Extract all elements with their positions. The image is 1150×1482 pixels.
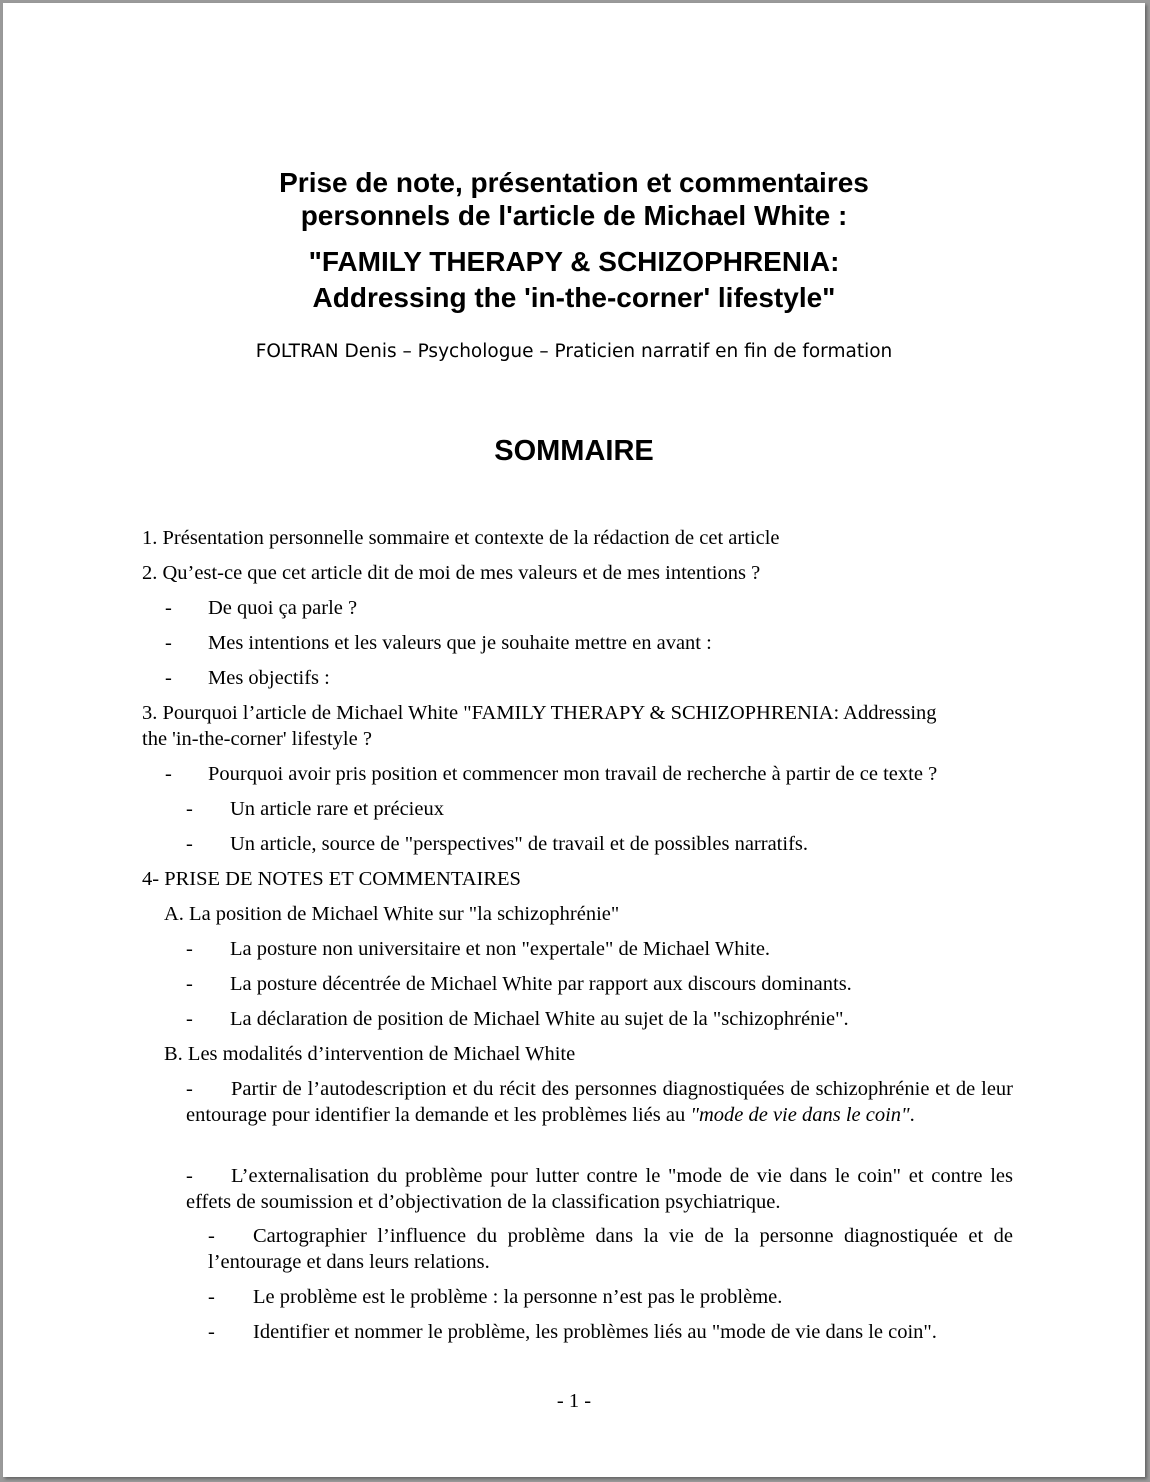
author-line: FOLTRAN Denis – Psychologue – Praticien narratif en fin de formation bbox=[255, 341, 893, 362]
toc-subitem-dash: - bbox=[186, 833, 193, 855]
toc-subitem: Un article, source de "perspectives" de travail et de possibles narratifs. bbox=[230, 833, 808, 855]
toc-paragraph-dash: - bbox=[186, 1165, 193, 1187]
toc-paragraph-item bbox=[186, 1076, 1013, 1128]
toc-subitem: La posture décentrée de Michael White par rapport aux discours dominants. bbox=[230, 973, 852, 995]
toc-item: Mes objectifs : bbox=[208, 667, 330, 689]
title-line-1: Prise de note, présentation et commentaires bbox=[279, 167, 869, 198]
toc-paragraph-text: L’externalisation du problème pour lutter contre le "mode de vie dans le coin" et contre les effets de soumission et d’objectivation de la classification psychiatrique. bbox=[186, 1165, 1013, 1213]
sommaire-heading: SOMMAIRE bbox=[494, 435, 654, 467]
toc-paragraph-subitem bbox=[208, 1223, 1013, 1275]
toc-subitem-dash: - bbox=[186, 798, 193, 820]
toc-paragraph-end: . bbox=[909, 1104, 915, 1126]
toc-subitem-dash: - bbox=[186, 973, 193, 995]
toc-section-4B: B. Les modalités d’intervention de Michael White bbox=[164, 1043, 576, 1065]
page-number: - 1 - bbox=[556, 1390, 592, 1412]
toc-subitem: Un article rare et précieux bbox=[230, 798, 444, 820]
toc-item-dash: - bbox=[165, 597, 172, 619]
toc-subitem: La posture non universitaire et non "expertale" de Michael White. bbox=[230, 938, 771, 960]
toc-section-4A: A. La position de Michael White sur "la schizophrénie" bbox=[164, 903, 620, 925]
toc-paragraph-italic: "mode de vie dans le coin" bbox=[690, 1104, 910, 1126]
toc-paragraph-text: Partir de l’autodescription et du récit des personnes diagnostiquées de schizophrénie et de leur entourage pour identifier la demande et les problèmes liés au bbox=[186, 1078, 1013, 1126]
toc-subitem: Identifier et nommer le problème, les problèmes liés au "mode de vie dans le coin". bbox=[253, 1321, 937, 1343]
toc-item-dash: - bbox=[165, 763, 172, 785]
title-line-4: Addressing the 'in-the-corner' lifestyle" bbox=[312, 282, 836, 313]
toc-subitem-dash: - bbox=[208, 1286, 215, 1308]
toc-subitem: La déclaration de position de Michael White au sujet de la "schizophrénie". bbox=[230, 1008, 849, 1030]
title-line-3: "FAMILY THERAPY & SCHIZOPHRENIA: bbox=[308, 246, 840, 277]
title-line-2: personnels de l'article de Michael White : bbox=[300, 200, 848, 231]
toc-item: Mes intentions et les valeurs que je souhaite mettre en avant : bbox=[208, 632, 712, 654]
toc-item-dash: - bbox=[165, 667, 172, 689]
toc-item-dash: - bbox=[165, 632, 172, 654]
toc-paragraph-dash: - bbox=[186, 1078, 193, 1100]
toc-subitem: Le problème est le problème : la personne n’est pas le problème. bbox=[253, 1286, 783, 1308]
toc-subitem-dash: - bbox=[208, 1321, 215, 1343]
toc-item: Pourquoi avoir pris position et commencer mon travail de recherche à partir de ce texte ? bbox=[208, 763, 938, 785]
toc-subitem-dash: - bbox=[186, 938, 193, 960]
toc-section-2: 2. Qu’est-ce que cet article dit de moi de mes valeurs et de mes intentions ? bbox=[142, 562, 761, 584]
toc-paragraph-dash: - bbox=[208, 1225, 215, 1247]
toc-section-3-line-2: the 'in-the-corner' lifestyle ? bbox=[142, 728, 372, 750]
document-page bbox=[3, 3, 1145, 1477]
toc-section-3-line-1: 3. Pourquoi l’article de Michael White "FAMILY THERAPY & SCHIZOPHRENIA: Addressing bbox=[142, 702, 937, 724]
toc-item: De quoi ça parle ? bbox=[208, 597, 358, 619]
toc-paragraph-item bbox=[186, 1163, 1013, 1215]
toc-section-1: 1. Présentation personnelle sommaire et contexte de la rédaction de cet article bbox=[142, 527, 780, 549]
toc-subitem-dash: - bbox=[186, 1008, 193, 1030]
toc-paragraph-text: Cartographier l’influence du problème dans la vie de la personne diagnostiquée et de l’entourage et dans leurs relations. bbox=[208, 1225, 1013, 1273]
toc-section-4: 4- PRISE DE NOTES ET COMMENTAIRES bbox=[142, 868, 521, 890]
